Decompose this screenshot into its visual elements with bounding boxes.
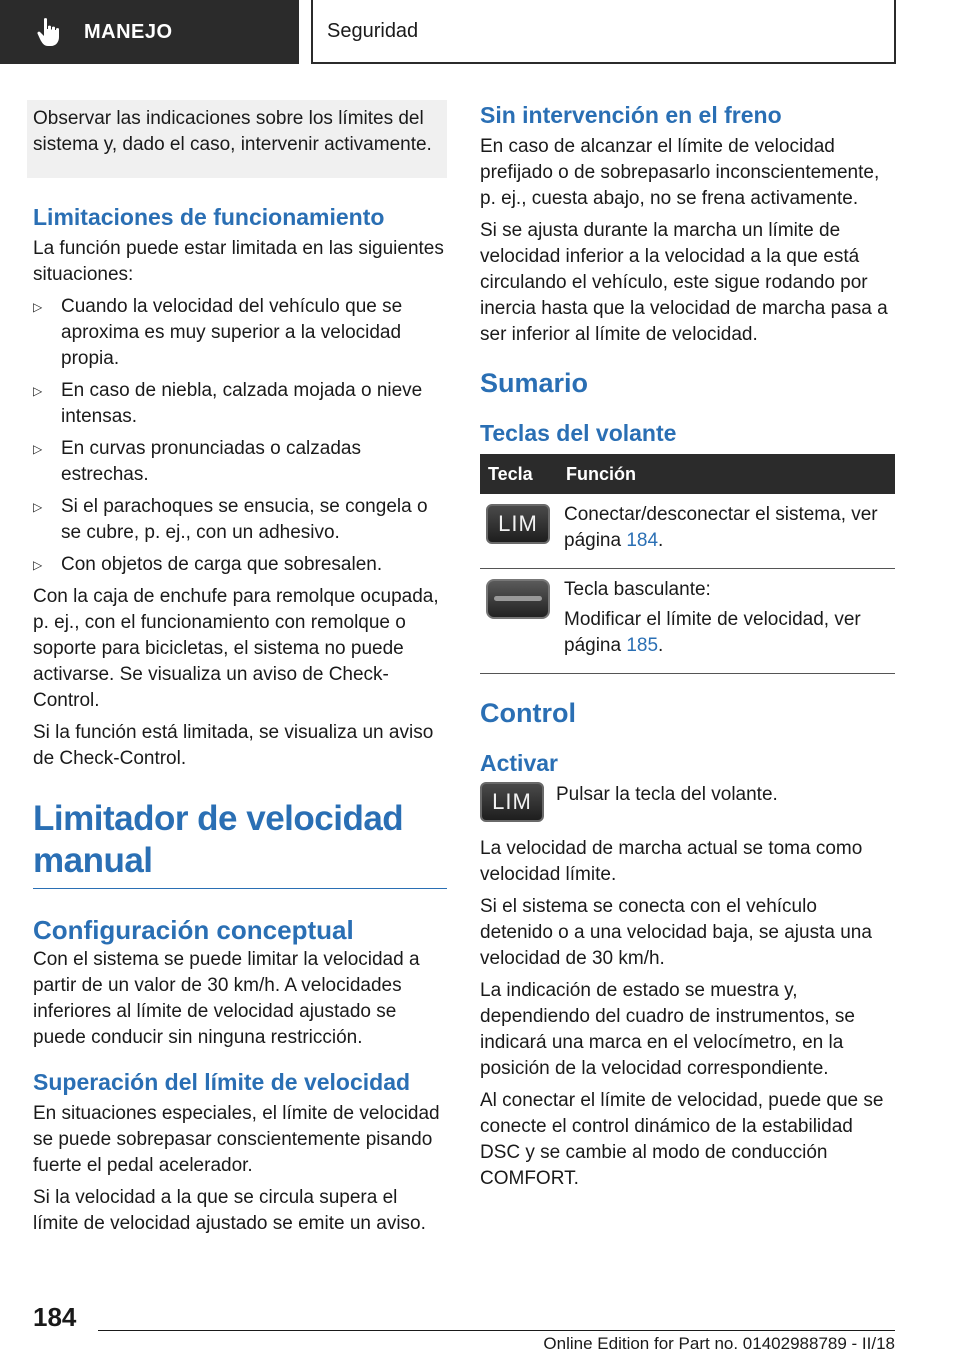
list-item: ▷ Si el parachoques se ensucia, se congela o se cubre, p. ej., con un adhesivo. bbox=[33, 496, 428, 543]
activation-text-3: La indicación de estado se muestra y, dependiendo del cuadro de instrumentos, se indicará una marca en el velocímetro, en la posición de la velocidad correspondiente. bbox=[480, 980, 855, 1079]
nobrake-heading: Sin intervención en el freno bbox=[480, 102, 782, 128]
keys-table bbox=[480, 454, 895, 674]
col-header-key: Tecla bbox=[480, 454, 558, 494]
limitations-list bbox=[33, 294, 447, 578]
activation-text-2: Si el sistema se conecta con el vehículo detenido o a una velocidad baja, se ajusta una velocidad de 30 km/h. bbox=[480, 896, 872, 969]
page-link-185[interactable]: 185 bbox=[626, 635, 659, 656]
list-item: ▷ Con objetos de carga que sobresalen. bbox=[33, 552, 447, 578]
title-divider bbox=[33, 888, 447, 889]
nobrake-text-2: Si se ajusta durante la marcha un límite de velocidad inferior a la velocidad a la que está circulando el vehículo, este sigue rodando por inercia hasta que la velocidad de marcha pasa a ser inferior al límite de velocidad. bbox=[480, 220, 888, 345]
left-column bbox=[33, 100, 447, 1243]
limitations-intro: La función puede estar limitada en las siguientes situaciones: bbox=[33, 238, 444, 285]
right-column bbox=[480, 100, 895, 1198]
limitations-heading: Limitaciones de funcionamiento bbox=[33, 204, 385, 230]
row1-text: Conectar/desconectar el sistema, ver página bbox=[564, 504, 878, 551]
rocker-switch-icon bbox=[486, 579, 550, 619]
keys-heading: Teclas del volante bbox=[480, 420, 677, 446]
exceed-text-2: Si la velocidad a la que se circula supera el límite de velocidad ajustado se emite un aviso. bbox=[33, 1187, 426, 1234]
list-item: ▷ Cuando la velocidad del vehículo que se aproxima es muy superior a la velocidad propia. bbox=[33, 296, 403, 369]
list-item: ▷ En caso de niebla, calzada mojada o nieve intensas. bbox=[33, 380, 423, 427]
lim-button-icon: LIM bbox=[480, 782, 544, 822]
section-header bbox=[311, 0, 896, 64]
col-header-function: Función bbox=[558, 454, 895, 494]
activate-row bbox=[480, 782, 895, 822]
footer-divider bbox=[98, 1330, 895, 1331]
nobrake-text-1: En caso de alcanzar el límite de velocidad prefijado o de sobrepasarlo inconscientemente, p. ej., cuesta abajo, no se frena activamente. bbox=[480, 136, 880, 209]
triangle-bullet-icon: ▷ bbox=[33, 442, 43, 456]
concept-text: Con el sistema se puede limitar la velocidad a partir de un valor de 30 km/h. A velocidades inferiores al límite de velocidad ajustado se puede conducir sin ninguna restricción. bbox=[33, 949, 420, 1048]
triangle-bullet-icon: ▷ bbox=[33, 300, 43, 314]
table-header bbox=[480, 454, 895, 494]
note-box bbox=[27, 100, 447, 178]
page-number: 184 bbox=[33, 1302, 77, 1332]
triangle-bullet-icon: ▷ bbox=[33, 384, 43, 398]
chapter-title: MANEJO bbox=[84, 20, 173, 43]
section-title: Seguridad bbox=[327, 19, 419, 42]
limited-text: Si la función está limitada, se visualiza un aviso de Check-Control. bbox=[33, 722, 434, 769]
table-row: Tecla basculante: Modificar el límite de velocidad, ver página 185. bbox=[480, 569, 895, 674]
exceed-heading: Superación del límite de velocidad bbox=[33, 1069, 411, 1095]
triangle-bullet-icon: ▷ bbox=[33, 500, 43, 514]
main-title: Limitador de velocidad manual bbox=[33, 799, 404, 880]
note-text: Observar las indicaciones sobre los límites del sistema y, dado el caso, intervenir activamente. bbox=[33, 108, 432, 155]
list-item: ▷ En curvas pronunciadas o calzadas estrechas. bbox=[33, 438, 361, 485]
concept-heading: Configuración conceptual bbox=[33, 915, 354, 945]
activation-text-1: La velocidad de marcha actual se toma como velocidad límite. bbox=[480, 838, 863, 885]
activate-text: Pulsar la tecla del volante. bbox=[556, 784, 778, 805]
trailer-text: Con la caja de enchufe para remolque ocupada, p. ej., con el funcionamiento con remolque o soporte para bicicletas, el sistema no puede activarse. Se visualiza un aviso de Check-Control. bbox=[33, 586, 439, 711]
table-row: LIM Conectar/desconectar el sistema, ver página 184. bbox=[480, 494, 895, 569]
summary-heading: Sumario bbox=[480, 368, 589, 398]
row2-text-a: Tecla basculante: bbox=[564, 579, 711, 600]
chapter-tab bbox=[0, 0, 299, 64]
hand-pointer-icon bbox=[36, 17, 62, 47]
triangle-bullet-icon: ▷ bbox=[33, 558, 43, 572]
lim-button-icon: LIM bbox=[486, 504, 550, 544]
activation-text-4: Al conectar el límite de velocidad, puede que se conecte el control dinámico de la estabilidad DSC y se cambie al modo de conducción COMFORT. bbox=[480, 1090, 884, 1189]
control-heading: Control bbox=[480, 698, 576, 728]
activate-heading: Activar bbox=[480, 750, 558, 776]
page-link-184[interactable]: 184 bbox=[626, 530, 659, 551]
row2-text-b: Modificar el límite de velocidad, ver página bbox=[564, 609, 861, 656]
edition-text: Online Edition for Part no. 01402988789 - II/18 bbox=[543, 1334, 895, 1353]
exceed-text-1: En situaciones especiales, el límite de velocidad se puede sobrepasar conscientemente pisando fuerte el pedal acelerador. bbox=[33, 1103, 440, 1176]
